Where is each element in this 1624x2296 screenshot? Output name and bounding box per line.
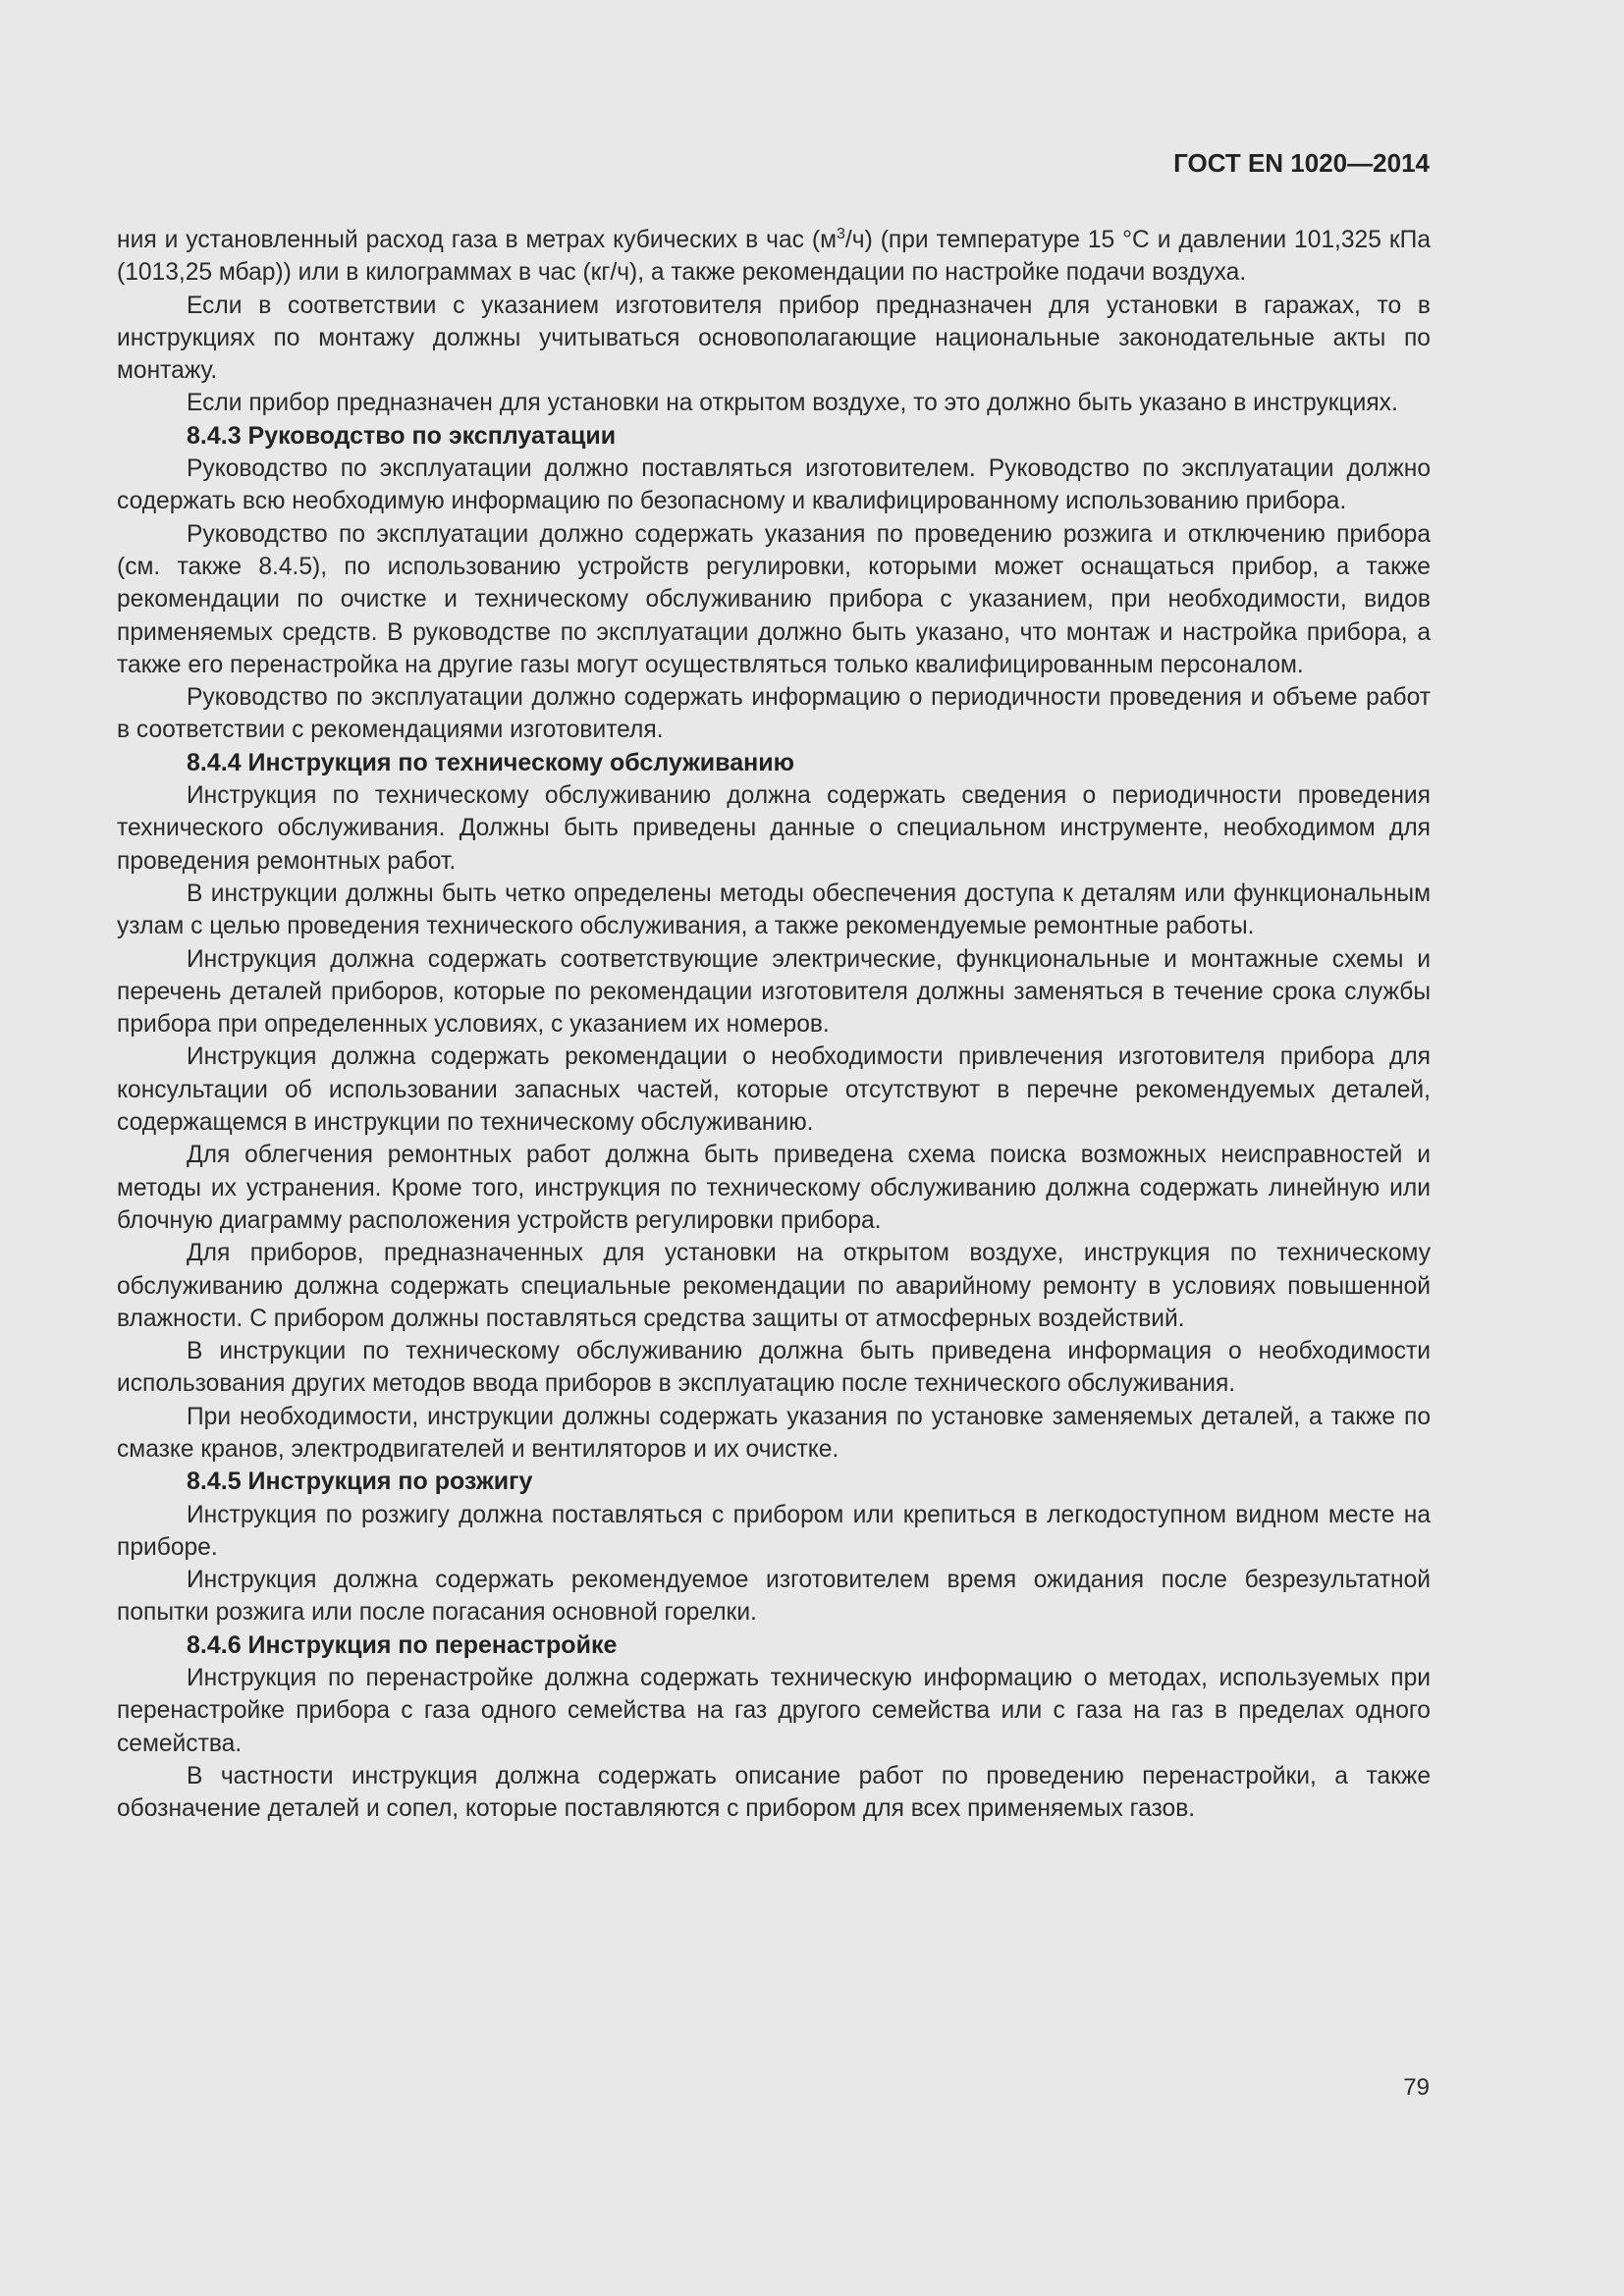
- paragraph: Инструкция должна содержать соответствующие электрические, функциональные и монтажные схемы и перечень деталей приборов, которые по рекомендации изготовителя должны заменяться в течение срока службы прибора при определенных условиях, с указанием их номеров.: [117, 945, 1431, 1039]
- paragraph: Инструкция должна содержать рекомендации о необходимости привлечения изготовителя прибора для консультации об использовании запасных частей, которые отсутствуют в перечне рекомендуемых деталей, содержащемся в инструкции по техническому обслуживанию.: [117, 1043, 1431, 1137]
- document-body: [117, 224, 1431, 1826]
- paragraph: Для облегчения ремонтных работ должна быть приведена схема поиска возможных неисправностей и методы их устранения. Кроме того, инструкция по техническому обслуживанию должна содержать линейную или блочную диаграмму расположения устройств регулировки прибора.: [117, 1142, 1431, 1234]
- section-heading-8-4-4: 8.4.4 Инструкция по техническому обслуживанию: [187, 748, 794, 776]
- paragraph: Инструкция по перенастройке должна содержать техническую информацию о методах, используемых при перенастройке прибора с газа одного семейства на газ другого семейства или с газа на газ в пределах одного семейства.: [117, 1665, 1431, 1757]
- paragraph: Для приборов, предназначенных для установки на открытом воздухе, инструкция по техническому обслуживанию должна содержать специальные рекомендации по аварийному ремонту в условиях повышенной влажности. С прибором должны поставляться средства защиты от атмосферных воздействий.: [117, 1240, 1431, 1332]
- paragraph: Руководство по эксплуатации должно содержать указания по проведению розжига и отключению прибора (см. также 8.4.5), по использованию устройств регулировки, которыми может оснащаться прибор, а также рекомендации по очистке и техническому обслуживанию прибора с указанием, при необходимости, видов применяемых средств. В руководстве по эксплуатации должно быть указано, что монтаж и настройка прибора, а также его перенастройка на другие газы могут осуществляться только квалифицированным персоналом.: [117, 520, 1431, 678]
- document-header: ГОСТ EN 1020—2014: [1173, 148, 1430, 178]
- paragraph: Инструкция по техническому обслуживанию должна содержать сведения о периодичности проведения технического обслуживания. Должны быть приведены данные о специальном инструменте, необходимом для проведения ремонтных работ.: [117, 782, 1431, 875]
- paragraph: Если прибор предназначен для установки на открытом воздухе, то это должно быть указано в инструкциях.: [187, 390, 1398, 417]
- section-heading-8-4-6: 8.4.6 Инструкция по перенастройке: [187, 1630, 618, 1659]
- paragraph: При необходимости, инструкции должны содержать указания по установке заменяемых деталей, а также по смазке кранов, электродвигателей и вентиляторов и их очистке.: [117, 1403, 1431, 1463]
- paragraph: ния и установленный расход газа в метрах кубических в час $(м^3/ч)$ (при температуре 15 °С и давлении 101,325 кПа (1013,25 мбар)) или в килограммах в час (кг/ч), а также рекомендации по настройке подачи воздуха.: [117, 226, 1431, 287]
- section-heading-8-4-3: 8.4.3 Руководство по эксплуатации: [187, 421, 617, 450]
- section-heading-8-4-5: 8.4.5 Инструкция по розжигу: [187, 1468, 533, 1496]
- paragraph: В частности инструкция должна содержать описание работ по проведению перенастройки, а также обозначение деталей и сопел, которые поставляются с прибором для всех применяемых газов.: [117, 1762, 1431, 1823]
- paragraph: В инструкции по техническому обслуживанию должна быть приведена информация о необходимости использования других методов ввода приборов в эксплуатацию после технического обслуживания.: [117, 1338, 1431, 1398]
- paragraph: Инструкция должна содержать рекомендуемое изготовителем время ожидания после безрезультатной попытки розжига или после погасания основной горелки.: [117, 1567, 1431, 1627]
- superscript: 3: [837, 226, 845, 242]
- page-number: 79: [1403, 2074, 1430, 2101]
- paragraph: Инструкция по розжигу должна поставляться с прибором или крепиться в легкодоступном видном месте на приборе.: [117, 1501, 1431, 1561]
- paragraph: Руководство по эксплуатации должно содержать информацию о периодичности проведения и объеме работ в соответствии с рекомендациями изготовителя.: [117, 684, 1431, 744]
- paragraph: Если в соответствии с указанием изготовителя прибор предназначен для установки в гаражах, то в инструкциях по монтажу должны учитываться основополагающие национальные законодательные акты по монтажу.: [117, 292, 1431, 385]
- paragraph: В инструкции должны быть четко определены методы обеспечения доступа к деталям или функциональным узлам с целью проведения технического обслуживания, а также рекомендуемые ремонтные работы.: [117, 880, 1431, 940]
- paragraph: Руководство по эксплуатации должно поставляться изготовителем. Руководство по эксплуатации должно содержать всю необходимую информацию по безопасному и квалифицированному использованию прибора.: [117, 455, 1431, 515]
